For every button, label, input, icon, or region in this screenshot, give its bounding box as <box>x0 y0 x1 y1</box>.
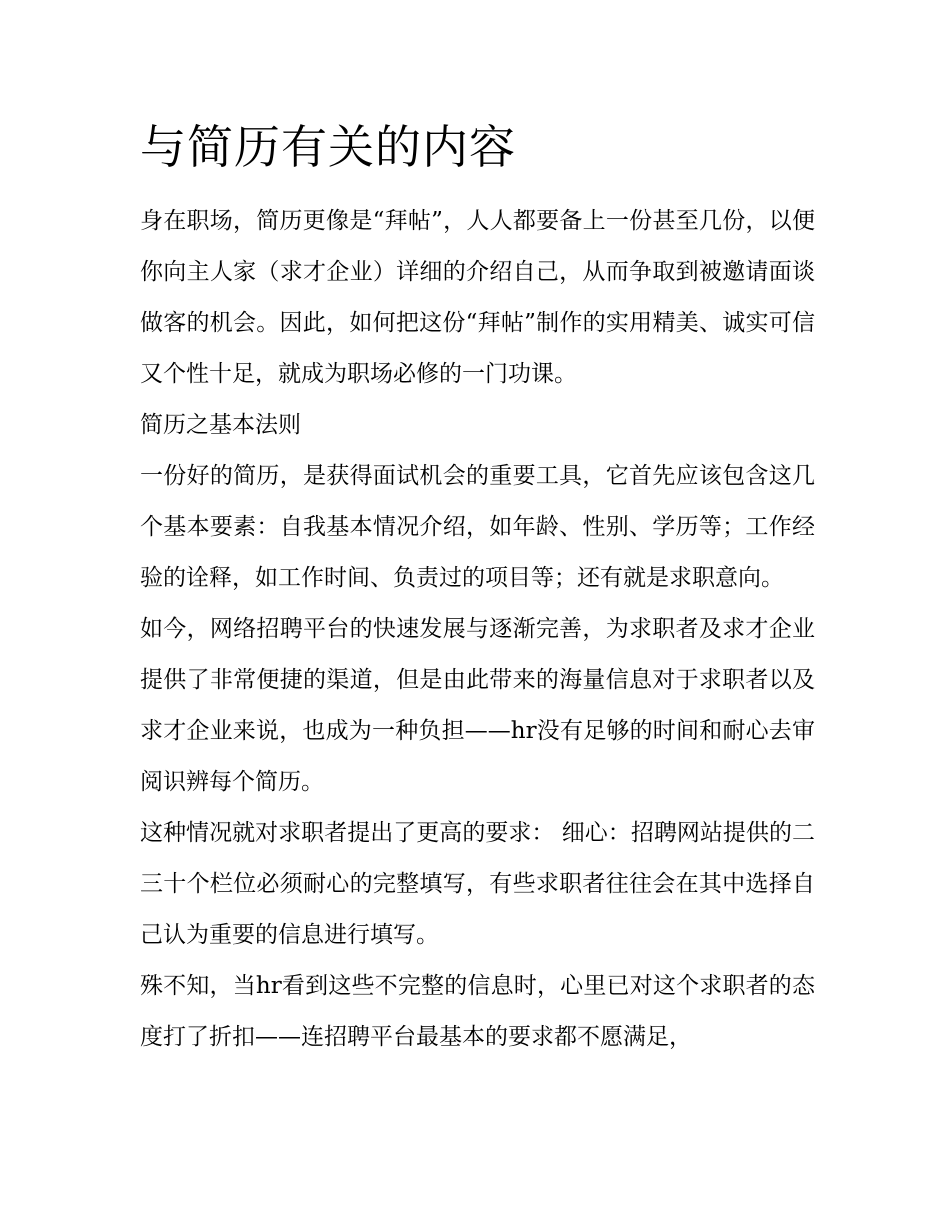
paragraph-intro: 身在职场，简历更像是“拜帖”，人人都要备上一份甚至几份，以便你向主人家（求才企业）详细的介绍自己，从而争取到被邀请面谈做客的机会。因此，如何把这份“拜帖”制作的实用精美、诚实可信又个性十足，就成为职场必修的一门功课。 <box>140 208 815 387</box>
paragraph-online-recruiting: 如今，网络招聘平台的快速发展与逐渐完善，为求职者及求才企业提供了非常便捷的渠道，但是由此带来的海量信息对于求职者以及求才企业来说，也成为一种负担——hr没有足够的时间和耐心去审阅识辨每个简历。 <box>140 616 815 795</box>
paragraph-higher-requirements: 这种情况就对求职者提出了更高的要求： 细心：招聘网站提供的二三十个栏位必须耐心的完整填写，有些求职者往往会在其中选择自己认为重要的信息进行填写。 <box>140 820 815 948</box>
document-title: 与简历有关的内容 <box>140 120 516 174</box>
paragraph-hr-impression: 殊不知，当hr看到这些不完整的信息时，心里已对这个求职者的态度打了折扣——连招聘平台最基本的要求都不愿满足， <box>140 973 815 1050</box>
paragraph-basic-elements: 一份好的简历，是获得面试机会的重要工具，它首先应该包含这几个基本要素：自我基本情况介绍，如年龄、性别、学历等；工作经验的诠释，如工作时间、负责过的项目等；还有就是求职意向。 <box>140 463 815 591</box>
document-body <box>140 112 815 1063</box>
section-heading-basic-rules: 简历之基本法则 <box>140 412 301 438</box>
